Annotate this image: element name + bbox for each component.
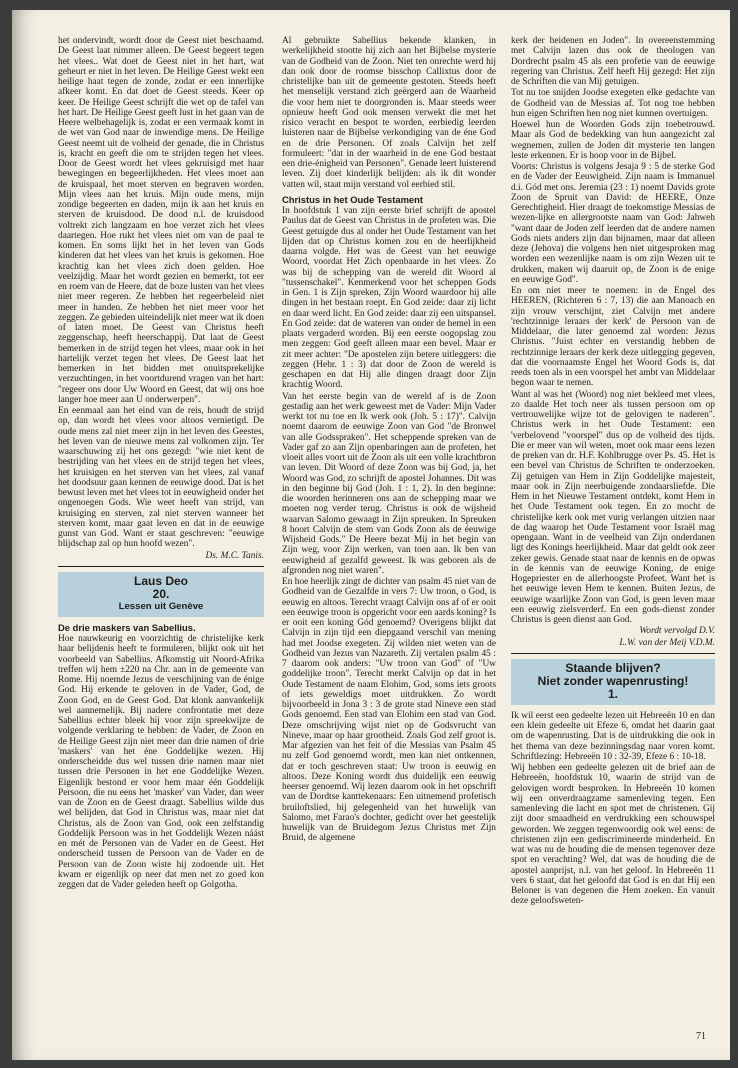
article-number: 20. <box>152 586 170 601</box>
article-subtitle: Niet zonder wapenrusting! <box>537 673 689 688</box>
divider <box>511 653 715 654</box>
article-subtitle: Lessen uit Genève <box>118 600 204 612</box>
paragraph: Want al was het (Woord) nog niet bekleed met vlees, zo daalde Het toch neer als tussen persoon om op vertrouwelijke wijze tot de gelovigen te naderen". Christus werk in het Oude Testament: een 'verbelovend "voorspel" dus op de volheid des tijds. Die er meer van wil weten, moet ook maar eens lezen de preken van dr. H.F. Kohlbrugge over Ps. 45. Het is een bevel van Christus de Schriften te onderzoeken. Zij getuigen van Hem in Zijn Goddelijke majesteit, maar ook in Zijn neerbuigende zondaarsliefde. Die Hem in het Nieuwe Testament ontdekt, komt Hem in het Oude Testament ook tegen. En zo mocht de christelijke kerk ook met vurig verlangen uitzien naar de dag waarop het Oude Testament voor Israël mag opengaan. Want in de veelheid van Zijn onderdanen ligt des Konings heerlijkheid. Maar dat geldt ook zeer zeker gewis. Genade staat naar de kennis en de opwas in de kennis van de eeuwige Koning, de enige Hogepriester en de allerhoogste Profeet. Want het is het eeuwige leven Hem te kennen. Buiten Jezus, de eeuwige waarlijke Zoon van God, is geen leven maar een eeuwig zielsverderf. En een gods-dienst zonder Christus is geen dienst aan God. <box>511 389 715 625</box>
section-heading: Christus in het Oude Testament <box>282 193 423 205</box>
author-signature: L.W. van der Meij V.D.M. <box>619 637 715 648</box>
page-number: 71 <box>696 1031 706 1042</box>
paragraph: En hoe heerlijk zingt de dichter van psalm 45 niet van de Godheid van de Gezalfde in vers 7: Uw troon, o God, is eeuwig en altoos. Terecht vraagt Calvijn ons af of er ooit een éeuwige troon is opgericht voor een aards koning? Is er ooit een koning Gód genoemd? Overigens blijkt dat Calvijn in zijn tijd een diepgaand verschil van mening had met Joodse exegeten. Zij wilden niet weten van de Godheid van Jezus van Nazareth. Zij vertalen psalm 45 : 7 daarom ook anders: "Uw troon van God" of "Uw goddelijke troon". Terecht merkt Calvijn op dat in het Oude Testament de naam Elohim, God, soms iets groots of iets geweldigs moet uitdrukken. Zo wordt bijvoorbeeld in Jona 3 : 3 de grote stad Nineve een stad Gods genoemd. Een stad van Elohim een stad van God. Deze omschrijving wijst niet op de Godsvrucht van Nineve, maar op haar grootheid. Zoals God zelf groot is. Mar afgezien van het feit of die Messias van Psalm 45 nu zelf God genoemd wordt, men kan niet ontkennen, dat er toch geschreven staat: Uw troon is eeuwig en altoos. Deze Koning wordt dus duidelijk een eeuwig heerser genoemd. Wij lezen daarom ook in het opschrift van de Dordtse kanttekenaars: Een uitnemend profetisch bruiloftslied, bij gelegenheid van het huwelijk van Salomo, met Farao's dochter, gedicht over het geestelijk huwelijk van de Bruidegom Jezus Christus met Zijn Bruid, de algemene <box>282 577 496 844</box>
paragraph: En eenmaal aan het eind van de reis, houdt de strijd op, dan wordt het vlees voor altoos vernietigd. De oude mens zal niet meer zijn in het leven des Geestes, het leven van de nieuwe mens zal volkomen zijn. Ter waarschuwing zij het ons gezegd: "wie niet kent de bestrijding van het vlees en de strijd tegen het vlees, het kruisigen en het sterven van het vlees, zal vanaf het doodsuur gaan kennen de eeuwige dood. Dat is het bewust leven met het vlees tot in eeuwigheid onder het ongenoegen Gods. Wie weet heeft van strijd, van kruisiging en sterven, zal niet sterven wanneer het sterven komt, maar gaat leven en dat in de eeuwige gunst van God. Want er staat geschreven: "eeuwige blijdschap zal op hun hoofd wezen". <box>58 406 264 550</box>
article-title: Laus Deo <box>133 573 188 588</box>
divider <box>58 566 264 567</box>
paragraph: In hoofdstuk 1 van zijn eerste brief schrijft de apostel Paulus dat de Geest van Christus in de profeten was. Die Geest getuigde dus al onder het Oude Testament van het lijden dat op Christus komen zou en de heerlijkheid daarna volgde. Het was de Geest van het eeuwige Woord, voordat Het Zich openbaarde in het vlees. Zo was bij de schepping van de wereld dit Woord al "tussenschakel". Kenmerkend voor het scheppen Gods in Gen. 1 is Zijn spreken, Zijn Woord waardoor hij alle dingen in het bestaan roept. En God zeide: daar zij licht en daar werd licht. En God zeide: daar zij een uitspansel. En God zeide: dat de wateren van onder de hemel in een plaats vergaderd worden. Bij een eerste oogopslag zou men zeggen: God geeft alleen maar een bevel. Maar er zit meer achter: "De apostelen zijn betere uitleggers: die zeggen (Hebr. 1 : 3) dat door de Zoon de wereld is geschapen en dat Hij alle dingen draagt door Zijn krachtig Woord. <box>282 206 496 391</box>
paragraph: En om niet meer te noemen: in de Engel des HEEREN, (Richteren 6 : 7, 13) die aan Manoach en zijn vrouw verschijnt, ziet Calvijn met andere 'rechtzinnige leraars der kerk' de Persoon van de Middelaar, die later genoemd zal worden: Jezus Christus. "Juist echter en verstandig hebben de rechtzinnige leraars der kerk deze uitlegging gegeven, dat die voornaamste Engel het Woord Gods is, dat reeds toen als in een voorspel het ambt van Middelaar begon waar te nemen. <box>511 286 715 389</box>
paragraph: Van het eerste begin van de wereld af is de Zoon gestadig aan het werk geweest met de Vader: Mijn Vader werkt tot nu toe en Ik werk ook (Joh. 5 : 17)". Calvijn noemt daarom de eeuwige Zoon van God "de Bronwel van alle Godsspraken". Het scheppende spreken van de Vader gaf zo aan Zijn openbaringen aan de profeten, het vloeit alles voort uit de Zoon als uit een volle krachtbron van leven. Dit Woord of deze Zoon was bij God, ja, het Woord was God, zo schrijft de apostel Johannes. Dit was in den beginne bij God (Joh. 1 : 1, 2). In den beginne: die woorden herinneren ons aan de schepping maar we moeten nog verder terug. Christus is ook de wijsheid waarvan Salomo gewaagt in Zijn spreuken. In Spreuken 8 hoort Calvijn de stem van Gods Zoon als de éeuwige Wijsheid Gods." De Heere bezat Mij in het begin van Zijn weg, voor Zijn werken, van toen aan. Ik ben van eeuwigheid af gezalfd geweest. Ik was geboren als de afgronden nog niet waren". <box>282 391 496 576</box>
article-title: Staande blijven? <box>565 660 661 675</box>
paragraph: kerk der heidenen en Joden". In overeenstemming met Calvijn lazen dus ook de theologen van Dordrecht psalm 45 als een profetie van de eeuwige regering van Christus. Zelf heeft Hij gezegd: Het zijn de Schriften die van Mij getuigen. <box>511 36 715 87</box>
column-left <box>58 36 264 891</box>
magazine-page <box>12 10 730 1060</box>
article-header-box <box>58 572 264 617</box>
paragraph: Tot nu toe snijden Joodse exegeten elke gedachte van de Godheid van de Messias af. Tot nog toe hebben hun eigen Schriften hen nog niet kunnen overtuigen. <box>511 88 715 119</box>
paragraph: Al gebruikte Sabellius bekende klanken, in werkelijkheid stootte hij zich aan het Bijbelse mysterie van de Godheid van de Zoon. Niet ten onrechte werd hij dan ook door de roomse bisschop Callixtus door de christelijke ban uit de gemeente gestoten. Steeds heeft het menselijk verstand zich geërgerd aan de Waarheid die voor hem niet te doorgronden is. Maar steeds weer opnieuw heeft God ook mensen verwekt die met het risico veracht en bespot te worden, eerbiedig leerden luisteren naar de Bijbelse verkondiging van de éne God en de drie Personen. Of zoals Calvijn het zelf formuleert: "dat in der waarheid in de ene God bestaat een drie-énigheid van Personen". Genade leert luisterend leven. Zij doet kinderlijk belijden: als ik dit wonder vatten wil, staat mijn verstand vol eerbied stil. <box>282 36 496 190</box>
continuation-note: Wordt vervolgd D.V. <box>639 626 715 637</box>
author-signature: Ds. M.C. Tanis. <box>205 550 264 561</box>
paragraph: Ik wil eerst een gedeelte lezen uit Hebreeën 10 en dan een klein gedeelte uit Efeze 6, omdat het daarin gaat om de wapenrusting. Dat is de uitdrukking die ook in het thema van deze bezinningsdag naar voren komt. Schriftlezing: Hebreeën 10 : 32-39, Efeze 6 : 10-18. <box>511 710 715 762</box>
paragraph: Hoe nauwkeurig en voorzichtig de christelijke kerk haar belijdenis heeft te formuleren, blijkt ook uit het voorbeeld van Sabellius. Afkomstig uit Noord-Afrika treffen wij hem ±220 na Chr. aan in de gemeente van Rome. Hij noemde Jezus de verschijning van de énige God. Hij erkende te geloven in de Vader, God, de Zoon God, en de Geest God. Dat klonk aanvankelijk wel aannemelijk. Bij nadere confrontatie met deze Sabellius echter bleek hij voor zijn spreekwijze de volgende verklaring te hebben: de Vader, de Zoon en de Heilige Geest zijn niet meer dan drie namen of drie 'maskers' van het éne Goddelijke wezen. Hij onderscheidde dus wel tussen drie namen maar niet tussen drie Personen in het ene Goddelijke Wezen. Eigenlijk bestond er voor hem maar één Goddelijk Persoon, die nu eens het 'masker' van Vader, dan weer van de Zoon en de Geest draagt. Sabellius wilde dus wel belijden, dat God in Christus was, maar niet dat Christus, als de Zoon van God, ook een zelfstandig Goddelijk Persoon was in het Goddelijk Wezen náást en mét de Personen van de Vader en de Geest. Het onderscheid tussen de Persoon van de Vader en de Persoon van de Zoon wiste hij zodoende uit. Het kwam er eigenlijk op neer dat men net zo goed kon zeggen dat de Vader geleden heeft op Golgotha. <box>58 634 264 890</box>
paragraph: Hoewel hun de Woorden Gods zijn toebetrouwd. Maar als God de bedekking van hun aangezicht zal wegnemen, zullen de Joden dit mysterie ten langen leste erkennen. Er is hoop voor in de Bijbel. <box>511 120 715 161</box>
column-middle <box>282 36 496 845</box>
article-number: 1. <box>607 686 618 701</box>
column-right <box>511 36 715 908</box>
paragraph: Voorts: Christus is volgens Jesaja 9 : 5 de sterke God en de Vader der Eeuwigheid. Zijn naam is Immanuel d.i. Gód met ons. Jeremia (23 : 1) noemt Davids grote Zoon de Spruit van David: de HEERE, Onze Gerechtigheid. Hier draagt de toekomstige Messias de wezen-lijke en allergrootste naam van God: Jahweh "want daar de Joden zelf leerden dat de andere namen Gods niets anders zijn dan bijnamen, maar dat alleen deze (Jehova) die volgens hen niet uitgesproken mag worden een wezenlijke naam is om zijn Wezen uit te drukken, maken wij daaruit op, de Zoon is de enige en eeuwige God". <box>511 162 715 285</box>
paragraph: het ondervindt, wordt door de Geest niet beschaamd. De Geest laat nimmer alleen. De Geest begeert tegen het vlees.. Wat doet de Geest niet in het hart, wat geheurt er niet in het leven. De Heilige Geest wekt een heilige haat tegen de zonde, zodat er een innerlijke afkeer komt. En dat doet de Geest steeds. Keer op keer. De Heilige Geest schrijft die wet op de tafel van het hart. De Heilige Geest geeft lust in het gaan van de Heere welbehagelijk is, zodat er een vermaak komt in de wet van God naar de inwendige mens. De Heilige Geest neemt uit de volheid der genade, die in Christus is, kracht en geeft die om te strijden tegen het vlees. Door de Geest wordt het vlees gekruisigd met haar bewegingen en begeerlijkheden. Het vlees moet aan de kruispaal, het moet sterven en begraven worden. Mijn vlees aan het kruis. Mijn oude mens, mijn zondige begeerten en daden, mijn ik aan het kruis en sterven de kruisdood. De dood n.l. de kruisdood voltrekt zich langzaam en hoe verzet zich het vlees daartegen. Hoe rukt het vlees niet om van de paal te komen. En soms lijkt het in het leven van Gods kinderen dat het vlees van het kruis is gekomen. Hoe krachtig kan het vlees zich doen gelden. Hoe veelzijdig. Maar het wordt gezien en bemerkt, tot eer en roem van de Heere, dat de boze lusten van het vlees niet meer regeren. Ze hebben het regeerbeleid niet meer in handen. Ze hebben het niet meer voor het zeggen. Ze gebieden uiteindelijk niet meer wat ik doen of laten moet. De Geest van Christus heeft zeggenschap, heeft heerschappij. Dat laat de Geest bemerken in de strijd tegen het vlees, maar ook in het hartelijk verzet tegen het vlees. De Geest laat het bemerken in het bidden met onuitsprekelijke verzuchtingen, in het voortdurend vragen van het hart: "regeer ons door Uw Woord en Geest, dat wij ons hoe langer hoe meer aan U onderwerpen". <box>58 36 264 405</box>
article-header-box <box>511 659 715 705</box>
section-heading: De drie maskers van Sabellius. <box>58 621 196 633</box>
paragraph: Wij hebben een gedeelte gelezen uit de brief aan de Hebreeën, hoofdstuk 10, waarin de strijd van de gelovigen wordt besproken. In Hebreeën 10 komen wij een onverdraagzame samenleving tegen. Een samenleving die lacht en spot met de christenen. Gij zijt door smaadheid en verdrukking een schouwspel geworden. We zeggen tegenwoordig ook wel eens: de christenen zijn een gediscrimineerde minderheid. En wat was nu de houding die de mensen tegenover deze spot en verachting? Wel, dat was de houding die de apostel aanprijst, n.l. van het geloof. In Hebreeën 11 vers 6 staat, dat het geloofd dat God is en dat Hij een Beloner is van degenen die Hem zoeken. En vanuit deze geloofsweten- <box>511 763 715 907</box>
